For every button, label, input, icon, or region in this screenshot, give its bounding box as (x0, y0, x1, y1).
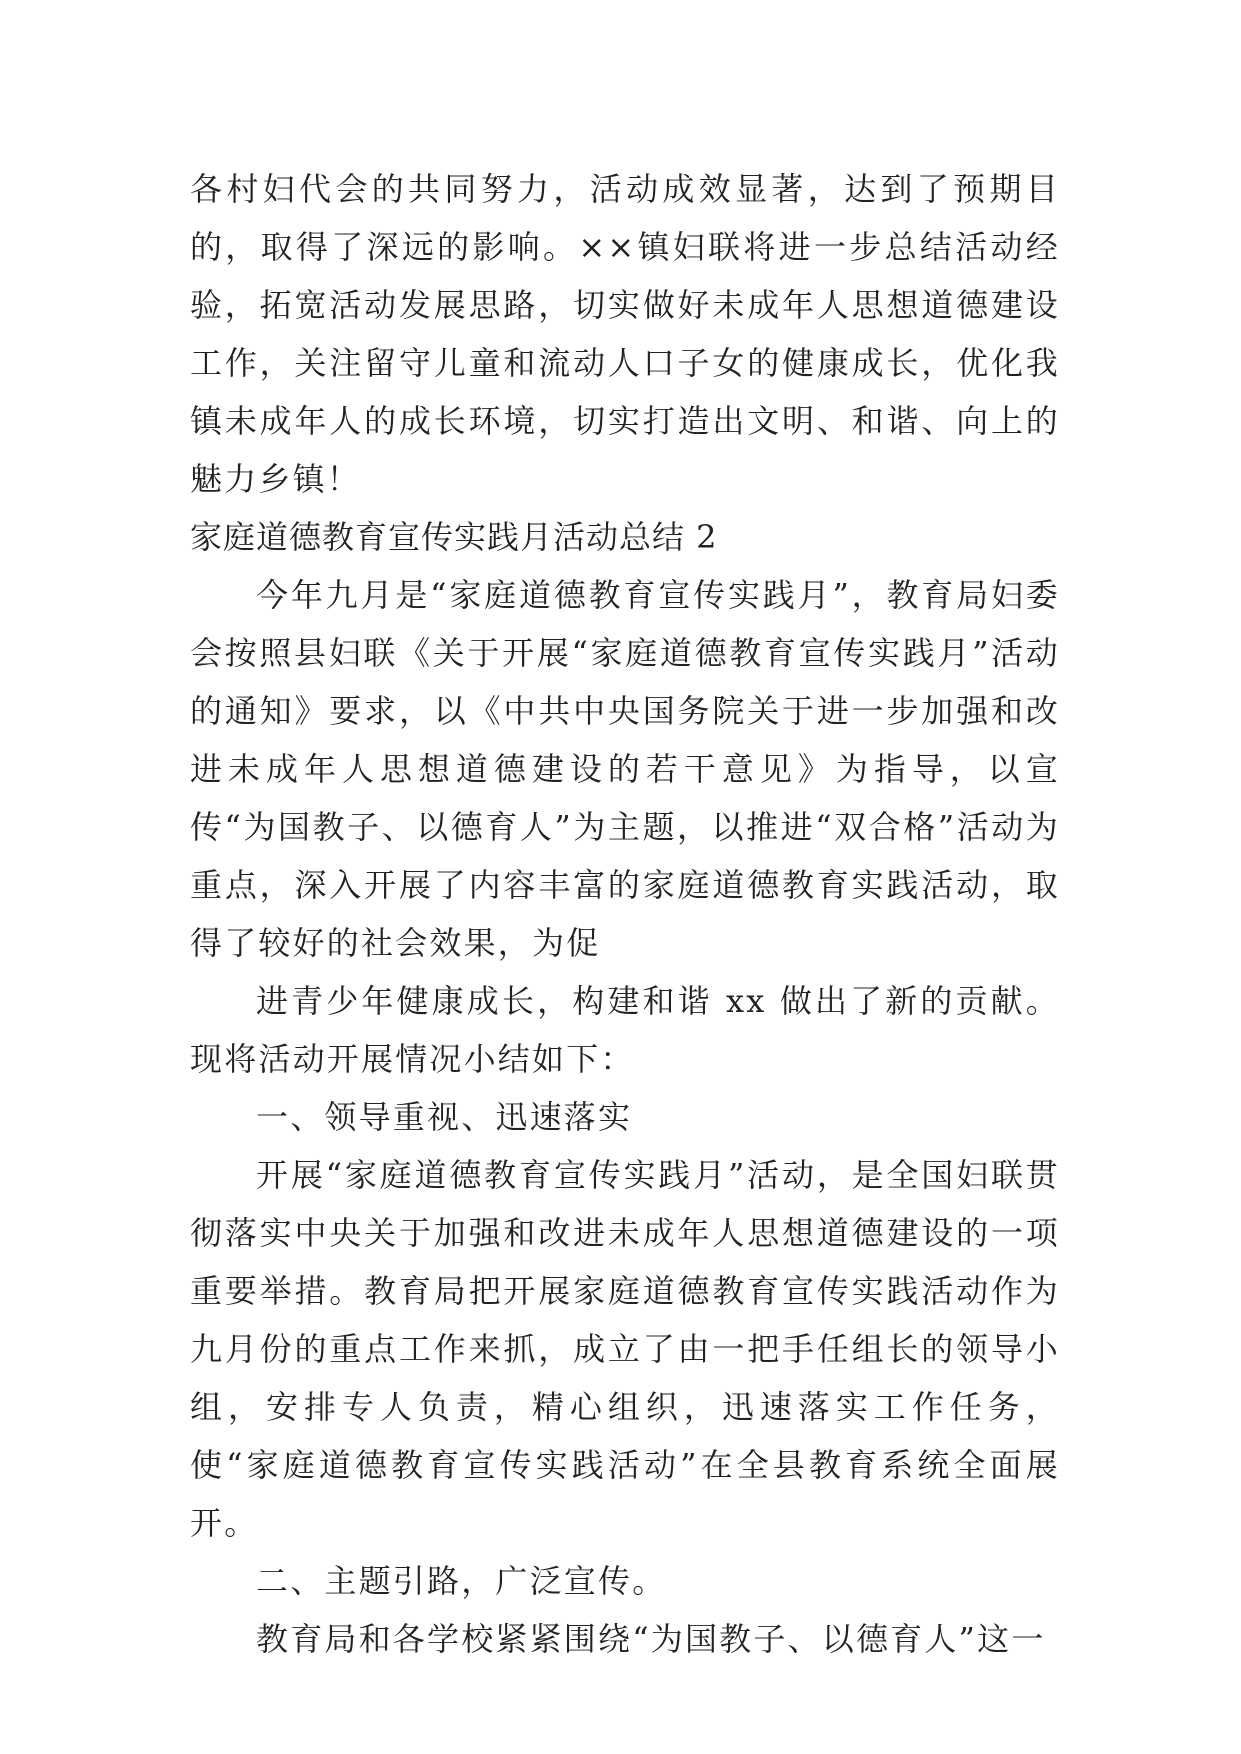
paragraph-closing-summary: 各村妇代会的共同努力，活动成效显著，达到了预期目的，取得了深远的影响。××镇妇联将进一步总结活动经验，拓宽活动发展思路，切实做好未成年人思想道德建设工作，关注留守儿童和流动人口子女的健康成长，优化我镇未成年人的成长环境，切实打造出文明、和谐、向上的魅力乡镇！ (190, 170, 1060, 498)
paragraph-publicity: 教育局和各学校紧紧围绕“为国教子、以德育人”这一 (256, 1620, 1046, 1658)
section-title: 家庭道德教育宣传实践月活动总结 2 (190, 518, 718, 556)
paragraph-intro-continued: 进青少年健康成长，构建和谐 xx 做出了新的贡献。现将活动开展情况小结如下： (190, 982, 1060, 1078)
document-page (190, 160, 1060, 1668)
paragraph-leadership: 开展“家庭道德教育宣传实践月”活动，是全国妇联贯彻落实中央关于加强和改进未成年人思想道德建设的一项重要举措。教育局把开展家庭道德教育宣传实践活动作为九月份的重点工作来抓，成立了由一把手任组长的领导小组，安排专人负责，精心组织，迅速落实工作任务，使“家庭道德教育宣传实践活动”在全县教育系统全面展开。 (190, 1156, 1060, 1542)
subheading-publicity: 二、主题引路，广泛宣传。 (256, 1562, 667, 1600)
paragraph-intro: 今年九月是“家庭道德教育宣传实践月”，教育局妇委会按照县妇联《关于开展“家庭道德教育宣传实践月”活动的通知》要求，以《中共中央国务院关于进一步加强和改进未成年人思想道德建设的若干意见》为指导，以宣传“为国教子、以德育人”为主题，以推进“双合格”活动为重点，深入开展了内容丰富的家庭道德教育实践活动，取得了较好的社会效果，为促 (190, 576, 1060, 962)
subheading-leadership: 一、领导重视、迅速落实 (256, 1098, 633, 1136)
